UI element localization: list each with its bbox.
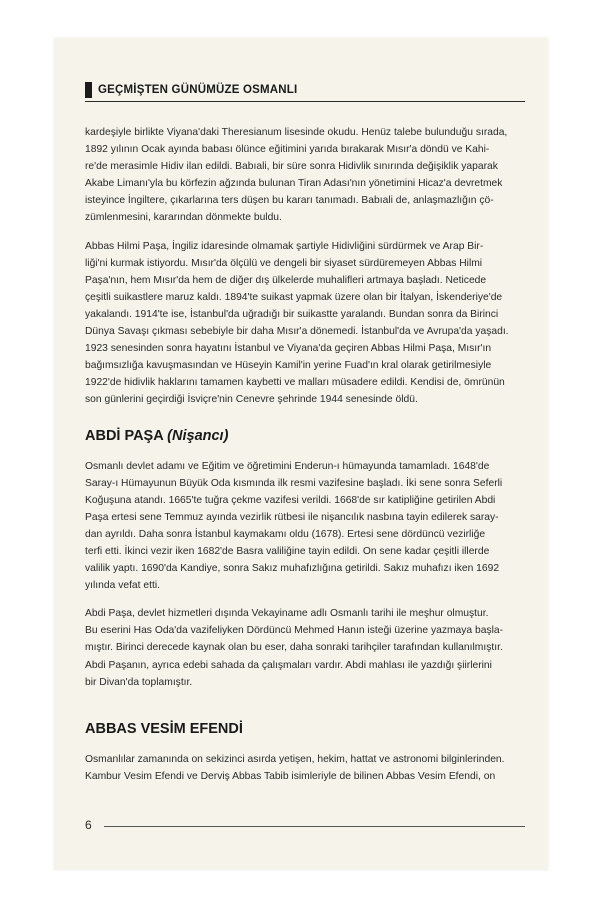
text-line: mıştır. Birinci derecede kaynak olan bu eser, daha sonraki tarihçiler tarafından kullanılmıştır.: [85, 642, 503, 654]
page-body: [85, 124, 525, 796]
text-line: Saray-ı Hümayunun Büyük Oda kısmında ilk resmi vazifesine başladı. İki sene sonra Seferli: [85, 477, 503, 489]
text-line: Dünya Savaşı çıkması sebebiyle bir daha Mısır'a dönemedi. İstanbul'da ve Avrupa'da yaşadı.: [85, 326, 509, 338]
text-line: Bu eserini Has Oda'da vazifeliyken Dördüncü Mehmed Hanın isteği üzerine yazmaya başla-: [85, 625, 504, 637]
text-line: son günlerini geçirdiği İsviçre'nin Cenevre şehrinde 1944 senesinde öldü.: [85, 394, 418, 406]
text-line: dan ayrıldı. Daha sonra İstanbul kaymakamı oldu (1678). Ertesi sene dördüncü vezirliğe: [85, 528, 486, 540]
text-line: Akabe Limanı'yla bu körfezin ağzında bulunan Tiran Adası'nın yönetimini Hicaz'a devretmek: [85, 178, 503, 190]
text-line: yakalandı. 1914'te ise, İstanbul'da uğradığı bir suikastte yaralandı. Bundan sonra da Birinci: [85, 308, 499, 320]
text-line: 1922'de hidivlik haklarını tamamen kaybetti ve malları müsadere edildi. Kendisi de, ömrünün: [85, 377, 505, 389]
text-line: kardeşiyle birlikte Viyana'daki Theresianum lisesinde okudu. Henüz talebe bulunduğu sırada,: [85, 127, 508, 138]
text-line: Osmanlı devlet adamı ve Eğitim ve öğretimini Enderun-ı hümayunda tamamladı. 1648'de: [85, 460, 490, 472]
text-line: Paşa'nın, hem Mısır'da hem de diğer dış ülkelerde muhalifleri artmaya başladı. Neticede: [85, 274, 487, 286]
text-line: Osmanlılar zamanında on sekizinci asırda yetişen, hekim, hattat ve astronomi bilginlerinden.: [85, 753, 505, 765]
paragraph: [85, 605, 525, 690]
paragraph: [85, 238, 525, 409]
section-heading-subtitle: (Nişancı): [167, 427, 229, 444]
text-line: Paşa ertesi sene Temmuz ayında vezirlik rütbesi ile nişancılık nasbına tayin edilerek saray-: [85, 511, 499, 523]
text-line: zümlenmesini, kararından dönmekte buldu.: [85, 212, 282, 224]
text-line: bağımsızlığa kavuşmasından ve Hüseyin Kamil'in yerine Fuad'ın kral olarak getirilmesiyle: [85, 360, 492, 372]
text-line: valilik yaptı. 1690'da Kandiye, sonra Sakız muhafızlığına getirildi. Sakız muhafızı iken 1692: [85, 563, 500, 575]
section-heading-title: ABDİ PAŞA: [85, 427, 168, 444]
text-line: Abdi Paşanın, ayrıca edebi sahada da çalışmaları vardır. Abdi mahlası ile yazdığı şiirlerini: [85, 659, 492, 671]
paragraph: [85, 751, 525, 785]
running-header: [85, 82, 525, 98]
text-line: yılında vefat etti.: [85, 580, 160, 592]
header-marker: [85, 82, 92, 98]
footer-rule: [104, 826, 525, 827]
book-page: [54, 38, 548, 870]
text-line: çeşitli suikastlere maruz kaldı. 1894'te suikast yapmak üzere olan bir İtalyan, İskenderiye'de: [85, 291, 503, 303]
text-line: Koğuşuna atandı. 1665'te tuğra çekme vazifesi verildi. 1668'de sır katipliğine getirilen Abdi: [85, 494, 496, 506]
running-header-title: GEÇMİŞTEN GÜNÜMÜZE OSMANLI: [98, 84, 298, 96]
text-line: isteyince İngiltere, çıkarlarına ters düşen bu kararı tanımadı. Babıali de, anlaşmazlığın çö-: [85, 195, 494, 207]
text-line: 1892 yılının Ocak ayında babası ölünce eğitimini yarıda bırakarak Mısır'a döndü ve Kahi-: [85, 144, 490, 156]
text-line: bir Divan'da toplamıştır.: [85, 676, 193, 688]
text-line: terfi etti. İkinci vezir iken 1682'de Basra valiliğine tayin edildi. On sene kadar çeşitli illerde: [85, 545, 490, 557]
header-rule: [85, 101, 525, 102]
text-line: Abdi Paşa, devlet hizmetleri dışında Vekayiname adlı Osmanlı tarihi ile meşhur olmuştur.: [85, 608, 489, 620]
section-heading-abdi-pasa: [85, 428, 525, 446]
section-heading-title: ABBAS VESİM EFENDİ: [85, 720, 243, 737]
section-heading-abbas-vesim: [85, 721, 525, 739]
text-line: Abbas Hilmi Paşa, İngiliz idaresinde olmamak şartiyle Hidivliğini sürdürmek ve Arap Bir-: [85, 240, 484, 252]
page-number: 6: [85, 818, 92, 832]
paragraph: [85, 458, 525, 595]
text-line: liği'ni kurmak istiyordu. Mısır'da ölçülü ve dengeli bir siyaset sürdüremeyen Abbas Hilmi: [85, 257, 483, 269]
text-line: 1923 senesinden sonra hayatını İstanbul ve Viyana'da geçiren Abbas Hilmi Paşa, Mısır'ın: [85, 343, 492, 355]
text-line: re'de merasimle Hidiv ilan edildi. Babıali, bir süre sonra Hidivlik sınırında değişiklik yaparak: [85, 161, 498, 173]
paragraph: [85, 124, 525, 227]
text-line: Kambur Vesim Efendi ve Derviş Abbas Tabib isimleriyle de bilinen Abbas Vesim Efendi, on: [85, 770, 496, 782]
